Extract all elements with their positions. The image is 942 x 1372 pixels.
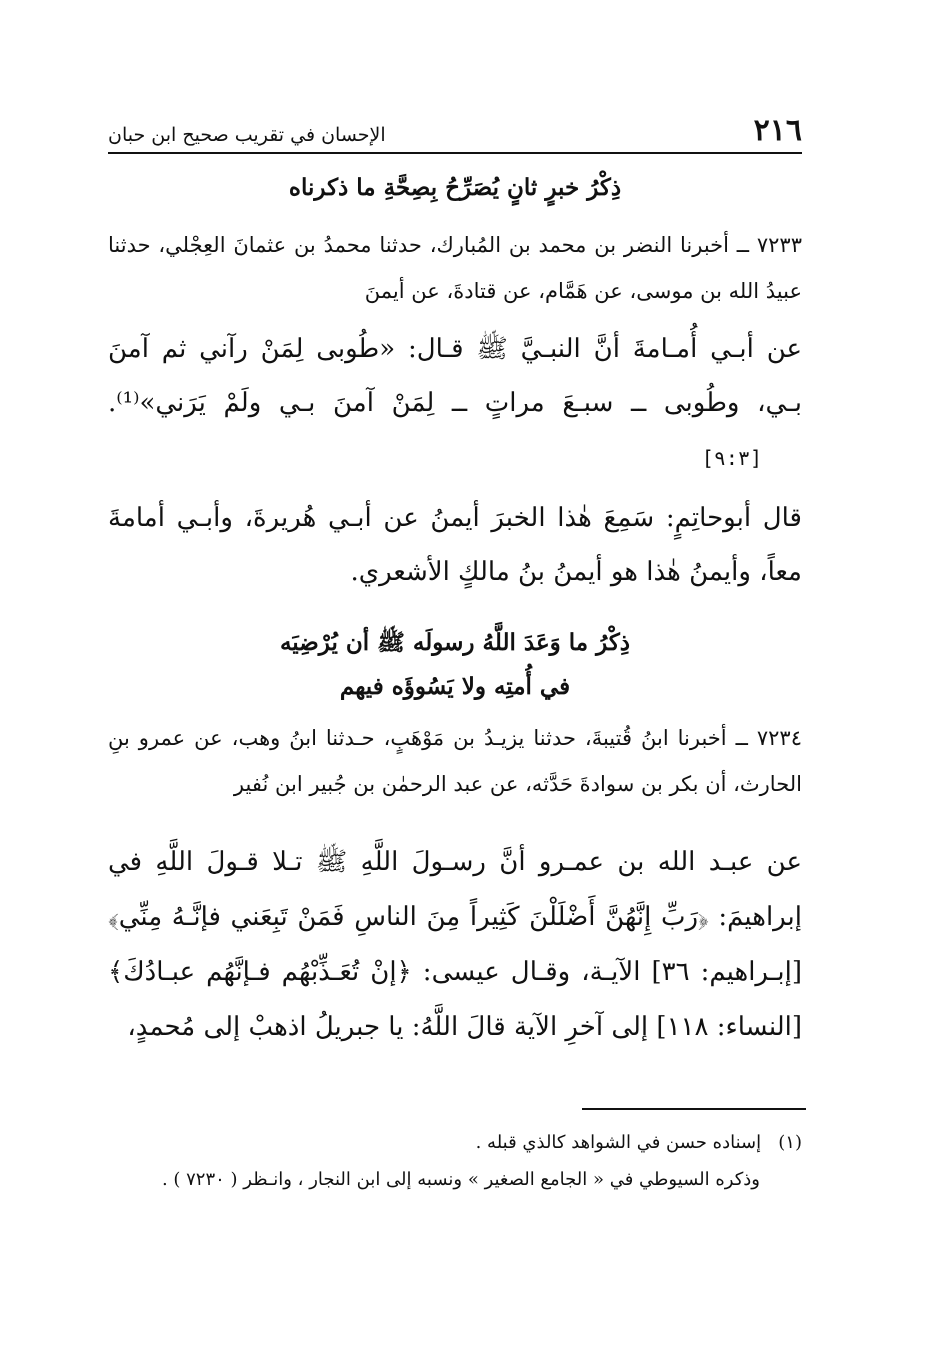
footnote-divider <box>582 1108 806 1110</box>
page-body <box>108 166 802 1055</box>
footnote-text: إسناده حسن في الشواهد كالذي قبله . <box>475 1132 762 1153</box>
hadith-matn-text: عن أبـي أُمـامةَ أنَّ النبـيَّ ﷺ قـال: «طُوبى لِمَنْ رآني ثم آمنَ بـي، وطُوبى ــ سبـعَ مراتٍ ــ لِمَنْ آمنَ بـي ولَمْ يَرَني»⁽¹⁾. <box>108 334 802 418</box>
section-heading: ذِكْرُ خبرٍ ثانٍ يُصَرِّحُ بِصِحَّةِ ما ذكرناه <box>288 174 622 201</box>
hadith-isnad: ٧٢٣٤ ــ أخبرنا ابنُ قُتيبةَ، حدثنا يزيـدُ بن مَوْهَبٍ، حـدثنا ابنُ وهب، عن عمرو بنِ الحارث، أن بكر بن سوادةَ حَدَّثه، عن عبد الرحمٰن بن جُبير ابن نُفير <box>108 726 802 796</box>
page-number: ٢١٦ <box>753 113 802 148</box>
hadith-reference: [٩:٣] <box>701 446 762 470</box>
section-heading: ذِكْرُ ما وَعَدَ اللَّهُ رسولَه ﷺ أن يُرْضِيَه <box>279 629 631 656</box>
hadith-isnad: ٧٢٣٣ ــ أخبرنا النضر بن محمد بن المُبارك، حدثنا محمدُ بن عثمانَ العِجْلي، حدثنا عبيدُ الله بن موسى، عن هَمَّام، عن قتادةَ، عن أيمنَ <box>108 233 802 303</box>
author-note: قال أبوحاتِمٍ: سَمِعَ هٰذا الخبرَ أيمنُ عن أبـي هُريرةَ، وأبـي أمامةَ معاً، وأيمنُ هٰذا هو أيمنُ بنُ مالكٍ الأشعري. <box>108 503 802 587</box>
section-heading-continued: في أُمتِه ولا يَسُوؤَه فيهم <box>339 673 571 700</box>
footnotes <box>108 1124 802 1198</box>
page-header <box>108 108 802 154</box>
running-title: الإحسان في تقريب صحيح ابن حبان <box>108 124 386 146</box>
footnote-text: وذكره السيوطي في « الجامع الصغير » ونسبه إلى ابن النجار ، وانـظر ( ٧٢٣٠ ) . <box>161 1169 760 1190</box>
footnote-1 <box>108 1124 802 1161</box>
footnote-marker: (١) <box>778 1132 802 1153</box>
hadith-matn <box>108 322 802 485</box>
hadith-matn: عن عبـد الله بن عمـرو أنَّ رسـولَ اللَّهِ ﷺ تـلا قـولَ اللَّهِ في إبراهيمَ: ﴿رَبِّ إِنَّهُنَّ أَضْلَلْنَ كَثِيراً مِنَ الناسِ فَمَنْ تَبِعَني فإنَّـهُ مِنِّي﴾ [إبـراهيم: ٣٦] الآيـة، وقـال عيسى: ﴿إنْ تُعَـذِّبْهُم فـإنَّهُم عبـادُكَ﴾ [النساء: ١١٨] إلى آخرِ الآية قالَ اللَّهُ: يا جبريلُ اذهبْ إلى مُحمدٍ، <box>108 847 802 1042</box>
